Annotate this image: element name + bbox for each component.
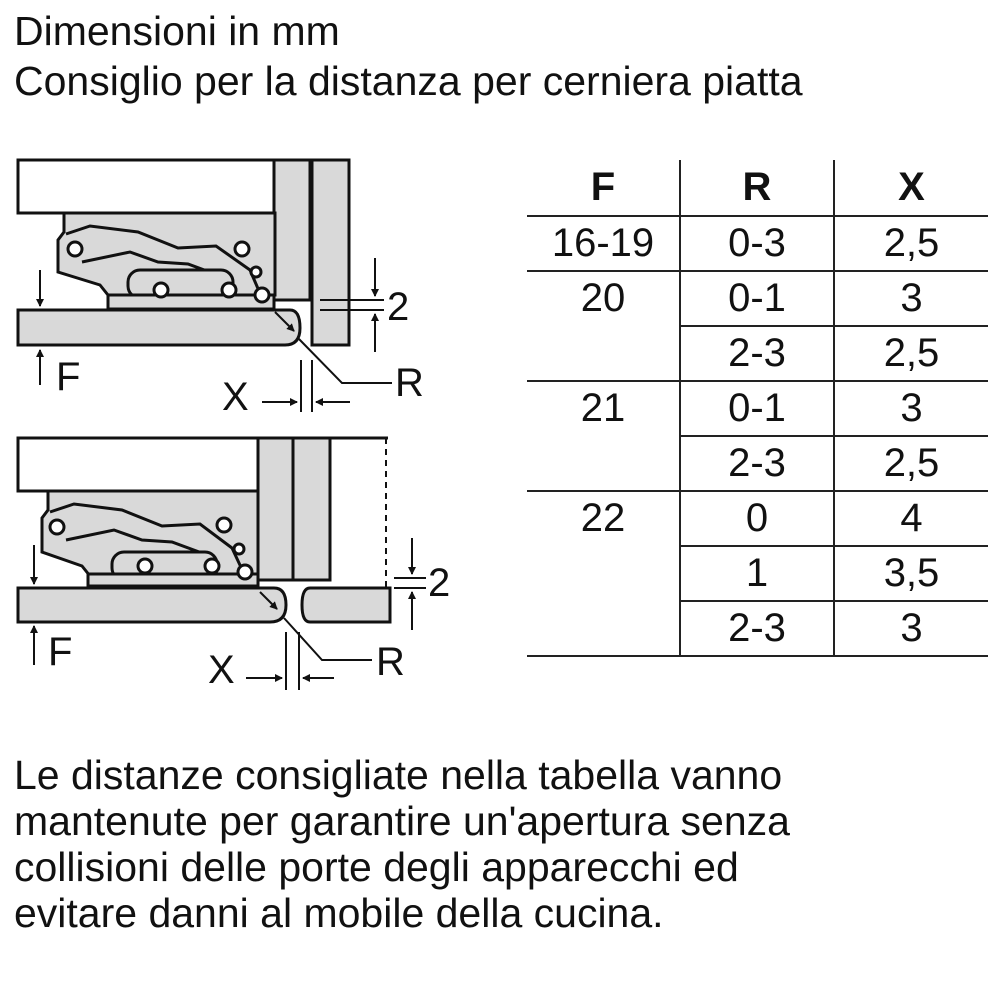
cell-r: 2-3 <box>680 326 834 381</box>
pivot-shape <box>217 518 231 532</box>
cell-r: 0-1 <box>680 381 834 436</box>
flat-hinge-heading: Consiglio per la distanza per cerniera piatta <box>14 58 803 104</box>
pivot-shape <box>238 565 252 579</box>
cabinet-plate-shape <box>18 588 286 622</box>
table-header-row <box>527 160 988 216</box>
dim-label-x: X <box>222 375 249 419</box>
cell-x: 4 <box>834 491 988 546</box>
table-row <box>527 216 988 271</box>
hinge-distance-table <box>527 160 988 657</box>
hinge-diagram-top <box>18 160 424 419</box>
dim-label-2: 2 <box>428 561 451 605</box>
dim-label-r: R <box>376 640 405 684</box>
table-row <box>527 381 988 436</box>
cell-r: 0 <box>680 491 834 546</box>
cell-x: 2,5 <box>834 216 988 271</box>
dim-label-r: R <box>395 361 424 405</box>
cell-x: 3,5 <box>834 546 988 601</box>
cell-r: 0-3 <box>680 216 834 271</box>
cell-x: 3 <box>834 601 988 656</box>
cell-x: 3 <box>834 271 988 326</box>
note-line: mantenute per garantire un'apertura senza <box>14 798 790 844</box>
pivot-shape <box>154 283 168 297</box>
hinge-diagram-bottom <box>18 438 450 692</box>
note-line: evitare danni al mobile della cucina. <box>14 890 664 936</box>
cell-r: 0-1 <box>680 271 834 326</box>
cell-f: 22 <box>527 491 680 656</box>
pivot-shape <box>222 283 236 297</box>
column-header-f: F <box>527 160 680 216</box>
column-header-x: X <box>834 160 988 216</box>
cell-x: 2,5 <box>834 436 988 491</box>
cabinet-plate-shape <box>18 310 300 345</box>
pivot-shape <box>235 242 249 256</box>
pivot-shape <box>234 544 244 554</box>
cabinet-panel-shape <box>274 160 310 300</box>
furniture-door-shape <box>312 160 349 345</box>
furniture-door-shape <box>293 438 330 580</box>
note-line: Le distanze consigliate nella tabella vanno <box>14 752 783 798</box>
dim-label-2: 2 <box>387 285 410 329</box>
note-paragraph <box>14 752 974 936</box>
dim-label-f: F <box>56 355 81 399</box>
furniture-plate-shape <box>302 588 390 622</box>
table-row <box>527 271 988 326</box>
pivot-shape <box>68 242 82 256</box>
cell-r: 2-3 <box>680 436 834 491</box>
cell-f: 20 <box>527 271 680 381</box>
dim-label-x: X <box>208 648 235 692</box>
cell-x: 2,5 <box>834 326 988 381</box>
dim-label-f: F <box>48 630 73 674</box>
cell-r: 1 <box>680 546 834 601</box>
pivot-shape <box>205 559 219 573</box>
cabinet-panel-shape <box>258 438 293 580</box>
cell-f: 16-19 <box>527 216 680 271</box>
cell-x: 3 <box>834 381 988 436</box>
pivot-shape <box>255 288 269 302</box>
cell-f: 21 <box>527 381 680 491</box>
hinge-diagrams <box>0 150 480 700</box>
table-row <box>527 491 988 546</box>
appliance-door-shape <box>18 438 258 491</box>
note-line: collisioni delle porte degli apparecchi ed <box>14 844 739 890</box>
pivot-shape <box>50 520 64 534</box>
dimensions-heading: Dimensioni in mm <box>14 8 340 54</box>
pivot-shape <box>138 559 152 573</box>
appliance-door-shape <box>18 160 274 213</box>
column-header-r: R <box>680 160 834 216</box>
pivot-shape <box>251 267 261 277</box>
cell-r: 2-3 <box>680 601 834 656</box>
